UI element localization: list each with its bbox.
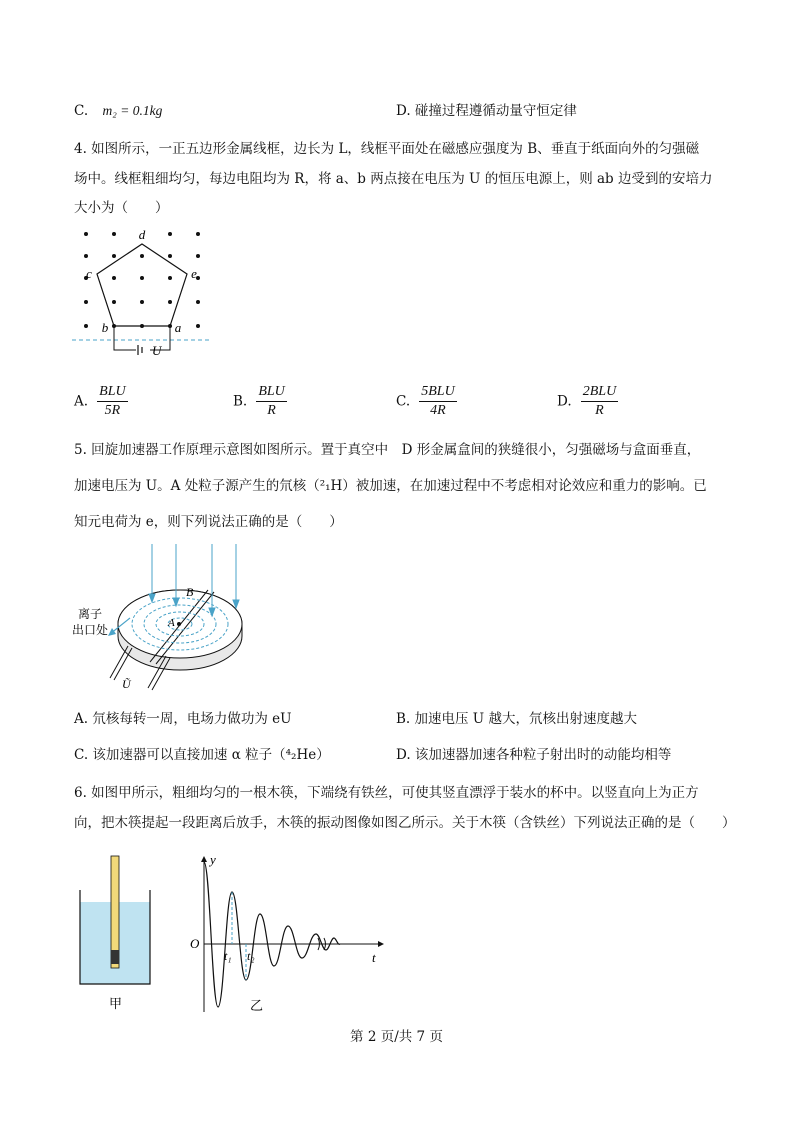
q3-option-c bbox=[74, 102, 162, 120]
label-U-tilde: Ũ bbox=[122, 677, 131, 691]
q4-option-a-denominator: 5R bbox=[104, 403, 121, 418]
q5-option-c: C. 该加速器可以直接加速 α 粒子（⁴₂He） bbox=[74, 747, 330, 763]
q6-figure-yi bbox=[184, 852, 384, 1017]
label-u: U bbox=[152, 343, 162, 358]
iron-wire bbox=[111, 950, 119, 964]
label-t1: t₁ bbox=[224, 949, 232, 963]
q5-option-a: A. 氘核每转一周，电场力做功为 eU bbox=[74, 711, 292, 727]
label-c: c bbox=[86, 266, 92, 281]
q3-option-c-formula: m₂ = 0.1kg bbox=[102, 103, 163, 118]
label-e: e bbox=[191, 266, 197, 281]
q6-figure-jia bbox=[76, 852, 156, 1017]
q4-option-b-numerator: BLU bbox=[256, 383, 286, 402]
q4-option-c-label: C. bbox=[396, 393, 411, 410]
label-origin: O bbox=[190, 936, 200, 951]
q4-option-d-label: D. bbox=[557, 393, 572, 410]
page-footer: 第 2 页/共 7 页 bbox=[350, 1029, 443, 1045]
q4-option-d-fraction bbox=[581, 383, 618, 420]
label-t2: t₂ bbox=[247, 949, 255, 963]
oscillation-curve bbox=[204, 862, 340, 1007]
label-t: t bbox=[372, 950, 376, 965]
q4-option-c bbox=[396, 383, 457, 420]
label-a: a bbox=[174, 320, 182, 335]
q4-option-b-label: B. bbox=[233, 393, 248, 410]
q4-option-a bbox=[74, 383, 128, 420]
q6-stem-line1: 6. 如图甲所示，粗细均匀的一根木筷，下端绕有铁丝，可使其竖直漂浮于装水的杯中。以竖直向上为正方 bbox=[74, 785, 699, 801]
label-d: d bbox=[138, 227, 146, 242]
q5-stem-line2: 加速电压为 U。A 处粒子源产生的氘核（²₁H）被加速，在加速过程中不考虑相对论效应和重力的影响。已 bbox=[74, 478, 707, 494]
magnetic-field-dots bbox=[84, 232, 200, 328]
label-jia: 甲 bbox=[109, 996, 123, 1011]
q6-stem-line2: 向，把木筷提起一段距离后放手，木筷的振动图像如图乙所示。关于木筷（含铁丝）下列说法正确的是（ ） bbox=[74, 815, 736, 831]
label-A: A bbox=[168, 617, 175, 629]
q5-option-b: B. 加速电压 U 越大，氘核出射速度越大 bbox=[396, 711, 637, 727]
q4-option-d-denominator: R bbox=[595, 403, 604, 418]
q4-pentagon-figure bbox=[70, 222, 220, 362]
q5-cyclotron-figure bbox=[70, 542, 250, 692]
q4-option-b-denominator: R bbox=[267, 403, 276, 418]
q3-option-c-label: C. bbox=[74, 103, 89, 119]
q5-option-d: D. 该加速器加速各种粒子射出时的动能均相等 bbox=[396, 747, 672, 763]
circuit-wire-left bbox=[114, 326, 136, 350]
label-y: y bbox=[210, 852, 216, 867]
q4-option-a-fraction bbox=[97, 383, 127, 420]
q4-option-d bbox=[557, 383, 618, 420]
q4-stem-line1: 4. 如图所示，一正五边形金属线框，边长为 L，线框平面处在磁感应强度为 B、垂直于纸面向外的匀强磁 bbox=[74, 141, 700, 157]
q4-option-c-denominator: 4R bbox=[430, 403, 446, 418]
q4-option-a-numerator: BLU bbox=[97, 383, 127, 402]
q4-option-a-label: A. bbox=[74, 393, 89, 410]
q5-stem-line1: 5. 回旋加速器工作原理示意图如图所示。置于真空中 D 形金属盒间的狭缝很小，匀强磁场与盒面垂直， bbox=[74, 442, 701, 458]
q4-option-d-numerator: 2BLU bbox=[581, 383, 618, 402]
q4-option-c-numerator: 5BLU bbox=[419, 383, 456, 402]
q4-option-c-fraction bbox=[419, 383, 456, 420]
label-exit-1: 离子 bbox=[78, 607, 103, 621]
lead-left-1 bbox=[110, 646, 128, 678]
q4-stem-line3: 大小为（ ） bbox=[74, 200, 169, 216]
q4-stem-line2: 场中。线框粗细均匀，每边电阻均为 R，将 a、b 两点接在电压为 U 的恒压电源上，则 ab 边受到的安培力 bbox=[74, 171, 713, 187]
q5-stem-line3: 知元电荷为 e，则下列说法正确的是（ ） bbox=[74, 514, 343, 530]
q3-option-d: D. 碰撞过程遵循动量守恒定律 bbox=[396, 103, 577, 119]
q4-option-b-fraction bbox=[256, 383, 286, 420]
label-yi: 乙 bbox=[250, 998, 264, 1013]
label-b: b bbox=[101, 320, 109, 335]
label-exit-2: 出口处 bbox=[72, 623, 109, 637]
label-B: B bbox=[186, 585, 194, 599]
q4-option-b bbox=[233, 383, 287, 420]
